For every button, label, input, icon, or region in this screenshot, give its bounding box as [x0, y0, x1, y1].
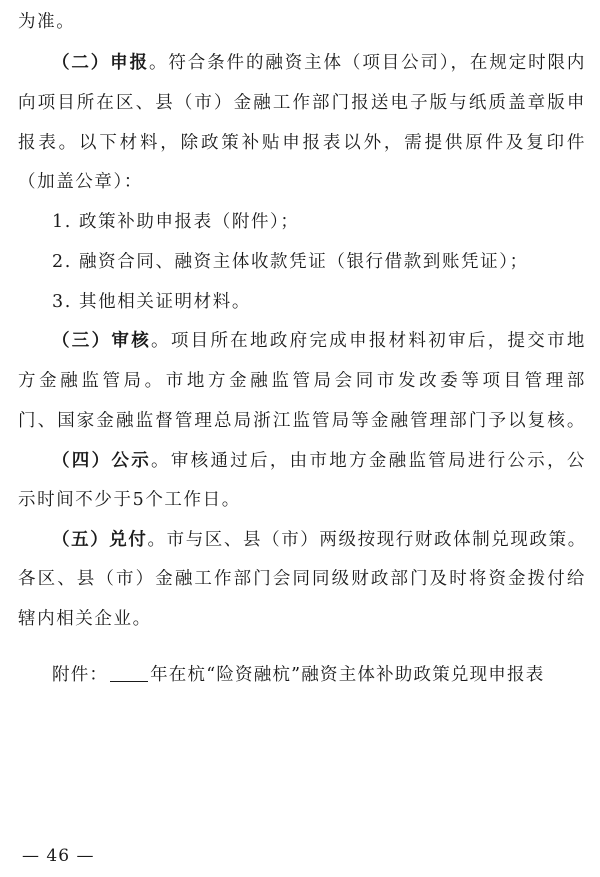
section-3-heading: （三）审核: [52, 331, 152, 351]
material-item-2: 2. 融资合同、融资主体收款凭证（银行借款到账凭证）；: [52, 252, 529, 272]
year-blank-underline: [110, 663, 148, 682]
section-5-text-a: 。市与区、县（市）两级按现行财政体制兑现政策。: [147, 530, 587, 550]
section-3-first-line: [52, 329, 586, 353]
section-3-line-b: 方金融监管局。市地方金融监管局会同市发改委等项目管理部: [18, 371, 586, 391]
attachment-prefix: 附件：: [52, 665, 109, 685]
material-item-3: 3. 其他相关证明材料。: [52, 292, 251, 312]
section-2-heading: （二）申报: [52, 53, 149, 73]
section-2-line-b: 向项目所在区、县（市）金融工作部门报送电子版与纸质盖章版申: [18, 93, 586, 113]
section-4-text-a: 。审核通过后，由市地方金融监管局进行公示，公: [151, 451, 587, 471]
section-3-text-a: 。项目所在地政府完成申报材料初审后，提交市地: [151, 331, 587, 351]
section-5-line-c: 辖内相关企业。: [18, 609, 152, 629]
section-2-line-c: 报表。以下材料，除政策补贴申报表以外，需提供原件及复印件: [18, 133, 586, 153]
section-3-line-c: 门、国家金融监督管理总局浙江监管局等金融管理部门予以复核。: [18, 411, 586, 431]
material-item-1: 1. 政策补助申报表（附件）；: [52, 212, 300, 232]
paragraph-continuation: 为准。: [18, 12, 76, 32]
section-4-first-line: [52, 449, 586, 473]
attachment-title: 年在杭“险资融杭”融资主体补助政策兑现申报表: [150, 665, 545, 685]
section-4-heading: （四）公示: [52, 451, 152, 471]
section-2-line-d: （加盖公章）：: [18, 172, 143, 192]
attachment-line: [52, 663, 586, 687]
section-4-line-b: 示时间不少于5个工作日。: [18, 490, 241, 510]
section-2-text-a: 。符合条件的融资主体（项目公司），在规定时限内: [148, 53, 587, 73]
page-number: — 46 —: [22, 846, 95, 866]
section-5-heading: （五）兑付: [52, 530, 148, 550]
section-5-first-line: [52, 528, 586, 552]
section-5-line-b: 各区、县（市）金融工作部门会同同级财政部门及时将资金拨付给: [18, 569, 586, 589]
section-2-first-line: [52, 51, 586, 75]
